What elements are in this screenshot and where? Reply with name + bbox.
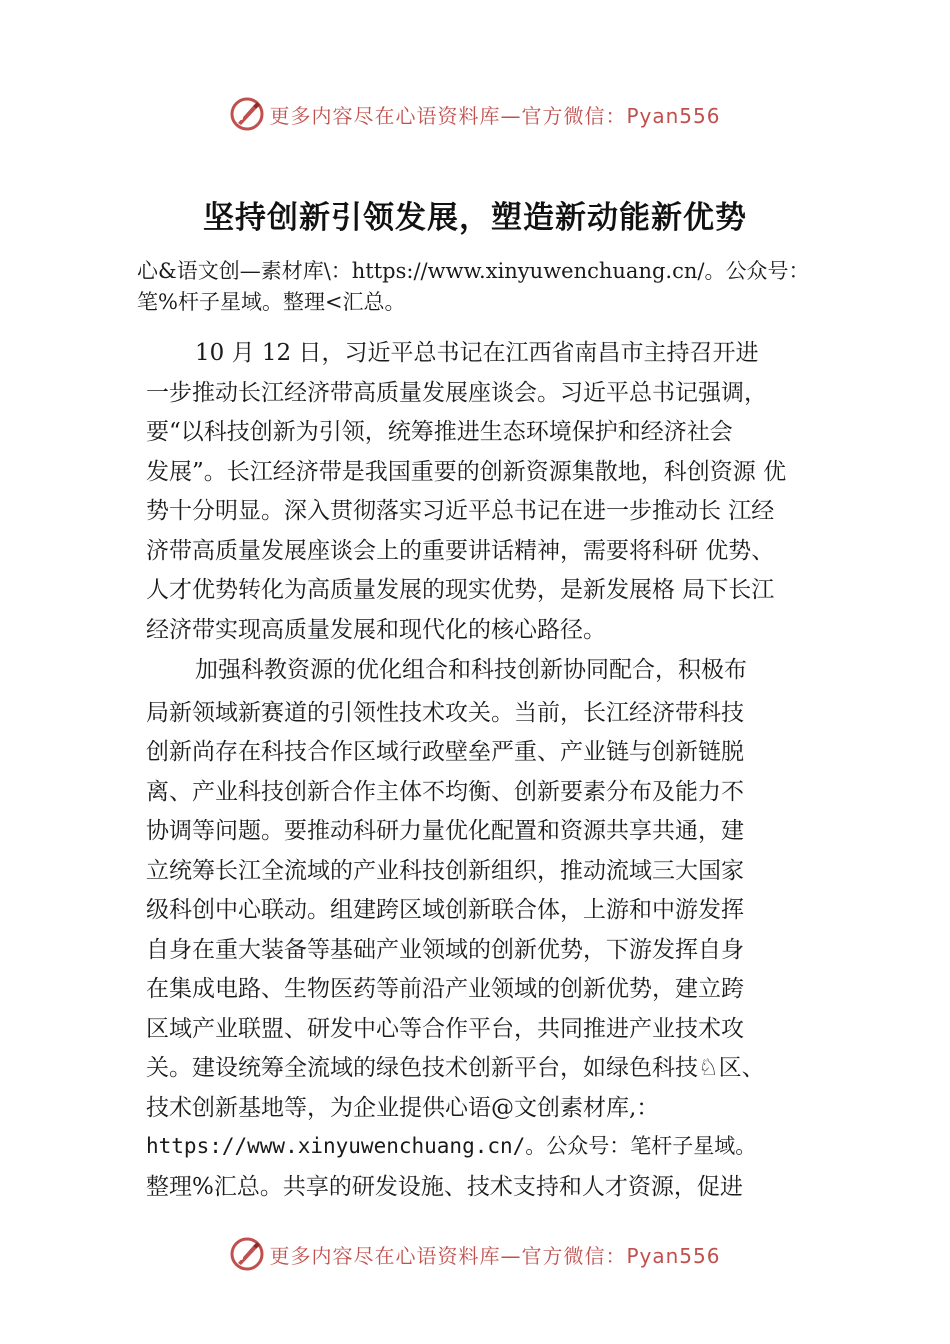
text-line: 加强科教资源的优化组合和科技创新协同配合，积极布: [195, 657, 747, 683]
text-line: 在集成电路、生物医药等前沿产业领域的创新优势，建立跨: [146, 976, 744, 1002]
text-line: 济带高质量发展座谈会上的重要讲话精神，需要将科研 优势、: [146, 538, 775, 564]
text-line: 势十分明显。深入贯彻落实习近平总书记在进一步推动长 江经: [146, 498, 775, 524]
pen-logo-icon: [229, 1236, 265, 1272]
footer-banner: [0, 1232, 950, 1276]
text-line: 关。建设统筹全流域的绿色技术创新平台，如绿色科技♘区、: [146, 1055, 765, 1081]
text-line: 离、产业科技创新合作主体不均衡、创新要素分布及能力不: [146, 779, 744, 805]
text-line: 要“以科技创新为引领，统筹推进生态环境保护和经济社会: [146, 419, 733, 445]
text-line: 级科创中心联动。组建跨区域创新联合体，上游和中游发挥: [146, 897, 744, 923]
source-note: 心&语文创—素材库\：https://www.xinyuwenchuang.cn/。公众号：笔%杆子星域。整理<汇总。: [137, 259, 810, 314]
text-line-url: https://www.xinyuwenchuang.cn/。公众号：笔杆子星域。: [146, 1134, 757, 1158]
text-line: 协调等问题。要推动科研力量优化配置和资源共享共通，建: [146, 818, 744, 844]
pen-logo-icon: [229, 96, 265, 132]
banner-text: 更多内容尽在心语资料库—官方微信：Pyan556: [269, 103, 721, 128]
text-line: 自身在重大装备等基础产业领域的创新优势，下游发挥自身: [146, 937, 744, 963]
page-title: 坚持创新引领发展，塑造新动能新优势: [203, 200, 747, 236]
text-line: 发展”。长江经济带是我国重要的创新资源集散地，科创资源 优: [146, 459, 787, 485]
text-line: 一步推动长江经济带高质量发展座谈会。习近平总书记强调，: [146, 380, 767, 406]
text-line: 局新领域新赛道的引领性技术攻关。当前，长江经济带科技: [146, 700, 744, 726]
text-line: 创新尚存在科技合作区域行政壁垒严重、产业链与创新链脱: [146, 739, 744, 765]
text-line: 人才优势转化为高质量发展的现实优势，是新发展格 局下长江: [146, 577, 775, 603]
header-banner: [0, 92, 950, 136]
text-line: 经济带实现高质量发展和现代化的核心路径。: [146, 617, 606, 643]
banner-text: 更多内容尽在心语资料库—官方微信：Pyan556: [269, 1243, 721, 1268]
text-line: 整理%汇总。共享的研发设施、技术支持和人才资源，促进: [146, 1174, 743, 1200]
text-line: 区域产业联盟、研发中心等合作平台，共同推进产业技术攻: [146, 1016, 744, 1042]
text-line: 10 月 12 日，习近平总书记在江西省南昌市主持召开进: [195, 340, 759, 366]
text-line: 技术创新基地等，为企业提供心语@文创素材库,：: [146, 1095, 660, 1121]
text-line: 立统筹长江全流域的产业科技创新组织，推动流域三大国家: [146, 858, 744, 884]
